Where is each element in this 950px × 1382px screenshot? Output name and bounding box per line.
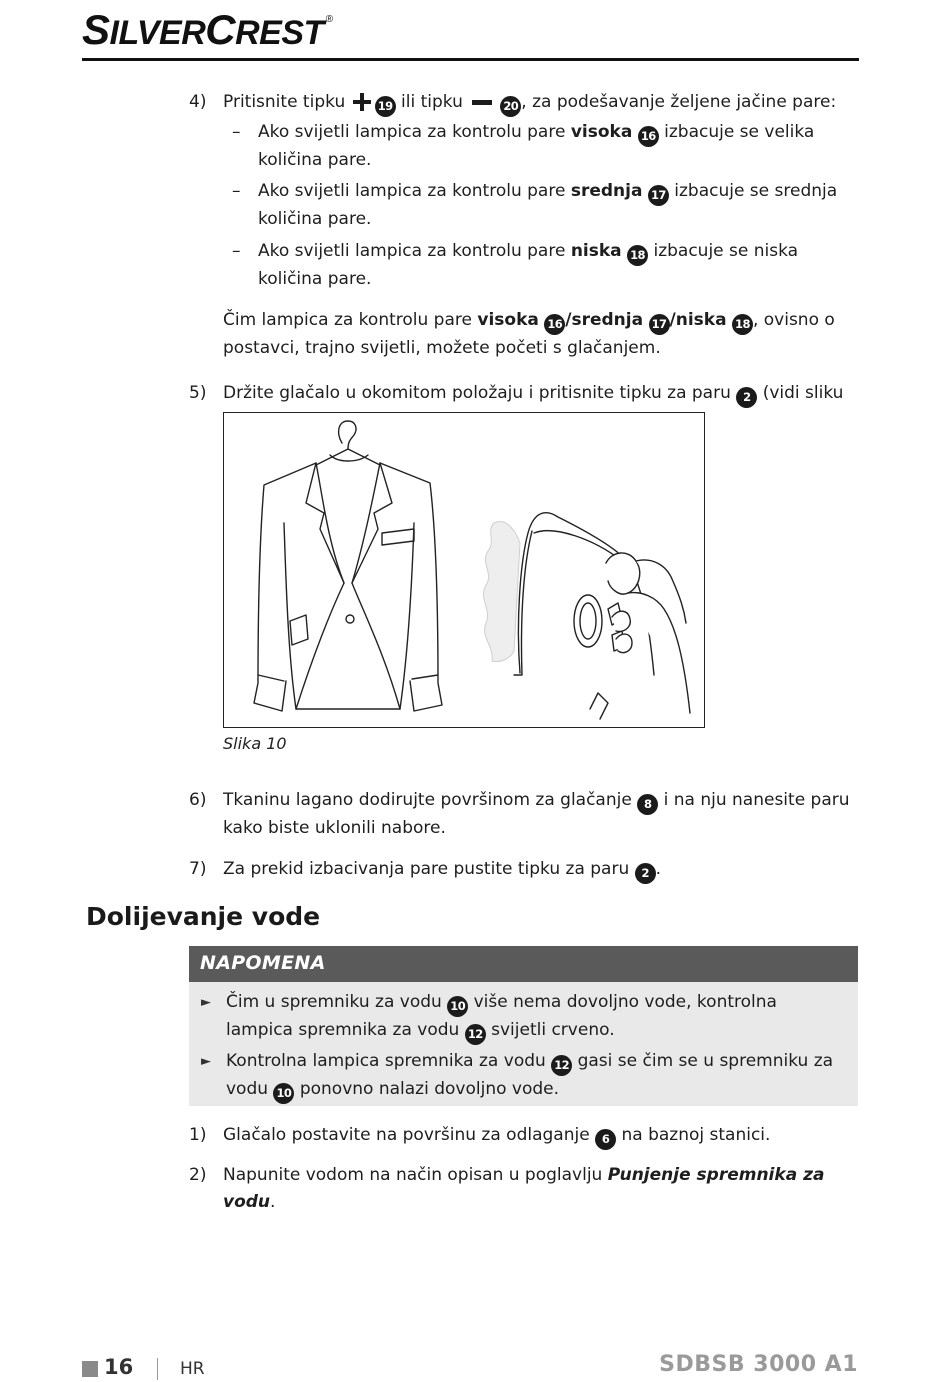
figure-caption: Slika 10: [223, 734, 287, 753]
callout-number: 17: [648, 185, 669, 206]
brand-logo: SILVERCREST ®: [82, 6, 333, 53]
callout-number: 12: [551, 1055, 572, 1076]
callout-number: 10: [447, 996, 468, 1017]
plus-key-icon: [353, 93, 371, 111]
step-number: 4): [189, 92, 207, 112]
callout-number: 18: [627, 245, 648, 266]
refill-step-1: 1) Glačalo postavite na površinu za odlaganje 6 na baznoj stanici.: [189, 1122, 859, 1150]
page-number: 16: [104, 1355, 134, 1379]
callout-number: 16: [638, 126, 659, 147]
callout-number: 19: [375, 96, 396, 117]
figure-10-illustration: [223, 412, 705, 728]
callout-number: 16: [544, 314, 565, 335]
note-heading-bar: [189, 946, 858, 982]
section-heading: Dolijevanje vode: [86, 902, 321, 931]
callout-number: 2: [736, 387, 757, 408]
note-box: [189, 946, 858, 1106]
chapter-reference: Punjenje spremnika za vodu: [223, 1165, 825, 1212]
arrow-bullet-icon: ►: [201, 995, 211, 1010]
minus-key-icon: [472, 93, 492, 111]
step-5: 5) Držite glačalo u okomitom položaju i pritisnite tipku za paru 2 (vidi sliku: [189, 380, 859, 435]
model-number: SDBSB 3000 A1: [659, 1352, 858, 1377]
bullet-high: – Ako svijetli lampica za kontrolu pare visoka 16 izbacuje se velika količina pare.: [232, 122, 815, 170]
callout-number: 20: [500, 96, 521, 117]
note-item: ► Kontrolna lampica spremnika za vodu 12 gasi se čim se u spremniku za vodu 10 ponovno nalazi dovoljno vode.: [201, 1048, 841, 1104]
footer-separator: [157, 1358, 158, 1380]
note-item: ► Čim u spremniku za vodu 10 više nema dovoljno vode, kontrolna lampica spremnika za vodu 12 svijetli crveno.: [201, 989, 841, 1045]
refill-step-2: 2) Napunite vodom na način opisan u poglavlju Punjenje spremnika za vodu.: [189, 1165, 825, 1212]
callout-number: 6: [595, 1129, 616, 1150]
note-heading: NAPOMENA: [200, 952, 326, 974]
bullet-medium: – Ako svijetli lampica za kontrolu pare srednja 17 izbacuje se srednja količina pare.: [232, 181, 838, 229]
bullet-low: – Ako svijetli lampica za kontrolu pare niska 18 izbacuje se niska količina pare.: [232, 241, 799, 289]
callout-number: 12: [465, 1024, 486, 1045]
callout-number: 18: [732, 314, 753, 335]
step-4: 4) Pritisnite tipku 19 ili tipku 20 , za podešavanje željene jačine pare:: [189, 89, 859, 117]
callout-number: 2: [635, 863, 656, 884]
language-code: HR: [180, 1359, 205, 1379]
steam-level-paragraph: Čim lampica za kontrolu pare visoka 16 /srednja 17 /niska 18 , ovisno o postavci, trajno svijetli, možete početi s glačanjem.: [223, 310, 835, 358]
callout-number: 17: [649, 314, 670, 335]
jacket-and-steam-iron-drawing: [224, 413, 704, 727]
arrow-bullet-icon: ►: [201, 1054, 211, 1069]
step-7: 7) Za prekid izbacivanja pare pustite tipku za paru 2 .: [189, 856, 859, 884]
callout-number: 10: [273, 1083, 294, 1104]
footer-square-icon: [82, 1361, 98, 1377]
callout-number: 8: [637, 794, 658, 815]
step-6: 6) Tkaninu lagano dodirujte površinom za glačanje 8 i na nju nanesite paru kako biste uklonili nabore.: [189, 790, 850, 838]
header-rule: [82, 58, 859, 61]
